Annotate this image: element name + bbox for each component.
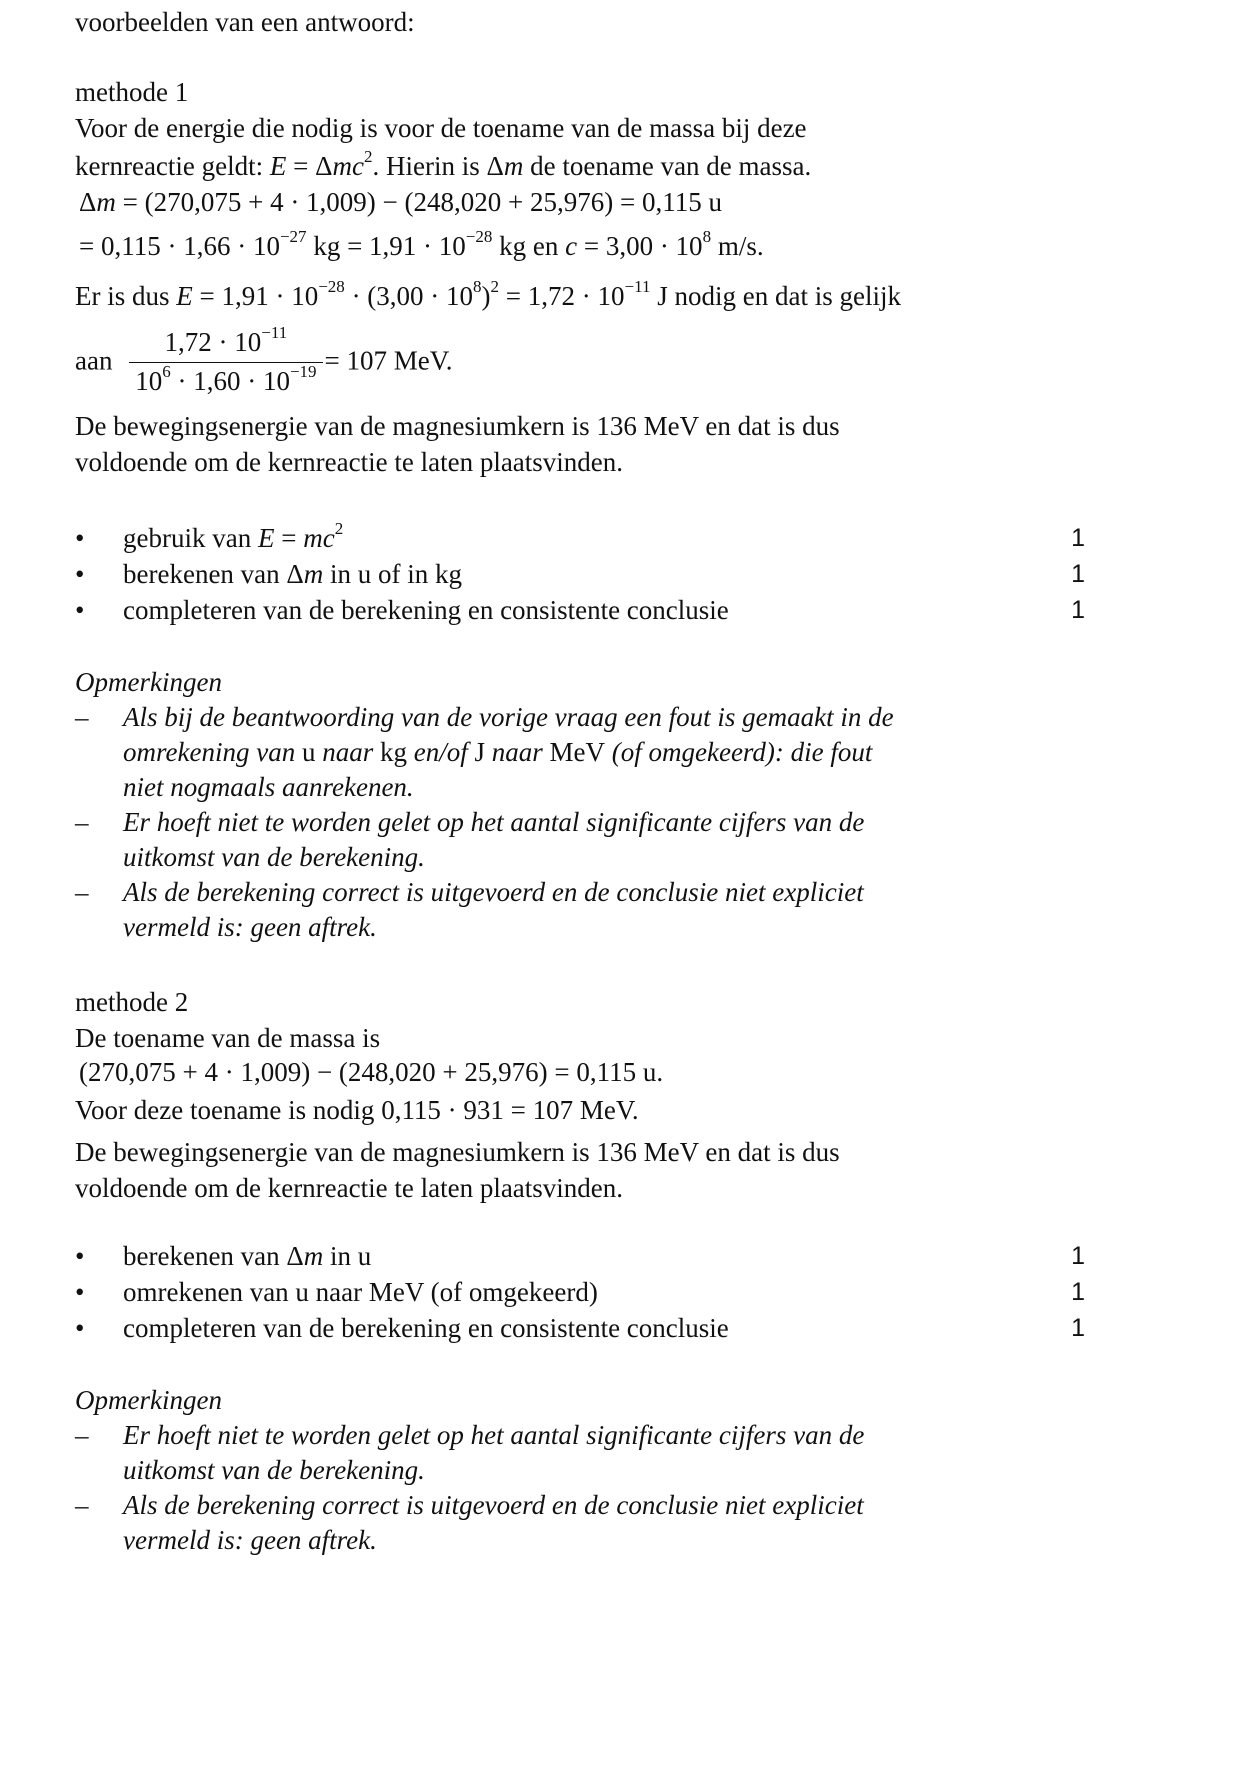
- criterion-item: • omrekenen van u naar MeV (of omgekeerd) 1: [75, 1274, 1085, 1310]
- remark-item: – Er hoeft niet te worden gelet op het aantal significante cijfers van de uitkomst van de berekening.: [75, 805, 1085, 875]
- remark-item: – Er hoeft niet te worden gelet op het aantal significante cijfers van de uitkomst van de berekening.: [75, 1418, 1085, 1488]
- criterion-points: 1: [1071, 1314, 1085, 1342]
- method2-conclusion-2: voldoende om de kernreactie te laten plaatsvinden.: [75, 1173, 624, 1203]
- fraction-numerator: $1,72 \cdot 10^{-11}$: [129, 322, 322, 363]
- fraction-denominator: $10^6 \cdot 1,60 \cdot 10^{-19}$: [135, 362, 317, 396]
- criterion-item: • completeren van de berekening en consistente conclusie 1: [75, 1310, 1085, 1346]
- method2-line3: Voor deze toename is nodig 0,115 · 931 = 107 MeV.: [75, 1095, 639, 1125]
- criterion-item: • berekenen van Δm in u of in kg 1: [75, 556, 1085, 592]
- method2-conclusion-1: De bewegingsenergie van de magnesiumkern is 136 MeV en dat is dus: [75, 1137, 840, 1167]
- criterion-item: • completeren van de berekening en consistente conclusie 1: [75, 592, 1085, 628]
- method1-line2: kernreactie geldt: E = Δmc$^2$. Hierin is Δm de toename van de massa.: [75, 147, 812, 181]
- method1-line1: Voor de energie die nodig is voor de toename van de massa bij deze: [75, 113, 807, 143]
- method1-conclusion-2: voldoende om de kernreactie te laten plaatsvinden.: [75, 447, 624, 477]
- method2-remarks-list: [75, 1418, 1085, 1558]
- method1-conversion-equation: = $0,115 \cdot 1,66 \cdot 10^{-27}$ kg = $1,91 \cdot 10^{-28}$ kg en $c = 3,00 \cdot 10^8$ m/s.: [79, 227, 764, 261]
- method1-heading: methode 1: [75, 77, 189, 107]
- method1-conclusion-1: De bewegingsenergie van de magnesiumkern is 136 MeV en dat is dus: [75, 411, 840, 441]
- fraction-result: = 107 MeV.: [324, 345, 453, 376]
- criterion-points: 1: [1071, 1278, 1085, 1306]
- criterion-points: 1: [1071, 596, 1085, 624]
- method2-line1: De toename van de massa is: [75, 1023, 381, 1053]
- method1-delta-m-equation: Δm = (270,075 + 4 · 1,009) − (248,020 + 25,976) = 0,115 u: [79, 187, 722, 217]
- method1-fraction-line: [75, 322, 453, 399]
- criterion-points: 1: [1071, 1242, 1085, 1270]
- method2-delta-m-equation: (270,075 + 4 · 1,009) − (248,020 + 25,976) = 0,115 u.: [79, 1057, 664, 1087]
- criterion-points: 1: [1071, 524, 1085, 552]
- remark-item: – Als bij de beantwoording van de vorige vraag een fout is gemaakt in de omrekening van u naar kg en/of J naar MeV (of omgekeerd): die fout niet nogmaals aanrekenen.: [75, 700, 1085, 805]
- criterion-item: • gebruik van $E = mc^2$ 1: [75, 520, 1085, 556]
- method2-criteria-list: [75, 1238, 1085, 1346]
- remark-item: – Als de berekening correct is uitgevoerd en de conclusie niet expliciet vermeld is: geen aftrek.: [75, 1488, 1085, 1558]
- criterion-item: • berekenen van Δm in u 1: [75, 1238, 1085, 1274]
- method1-energy-equation: Er is dus $E = 1,91 \cdot 10^{-28} \cdot (3,00 \cdot 10^8)^2 = 1,72 \cdot 10^{-11}$ J nodig en dat is gelijk: [75, 277, 901, 311]
- remark-item: – Als de berekening correct is uitgevoerd en de conclusie niet expliciet vermeld is: geen aftrek.: [75, 875, 1085, 945]
- criterion-points: 1: [1071, 560, 1085, 588]
- mev-fraction: [129, 322, 322, 399]
- method2-remarks-heading: Opmerkingen: [75, 1385, 222, 1415]
- method2-heading: methode 2: [75, 987, 189, 1017]
- method1-remarks-heading: Opmerkingen: [75, 667, 222, 697]
- intro-text: voorbeelden van een antwoord:: [75, 7, 415, 37]
- method1-remarks-list: [75, 700, 1085, 945]
- method1-criteria-list: [75, 520, 1085, 628]
- fraction-prefix: aan: [75, 345, 113, 376]
